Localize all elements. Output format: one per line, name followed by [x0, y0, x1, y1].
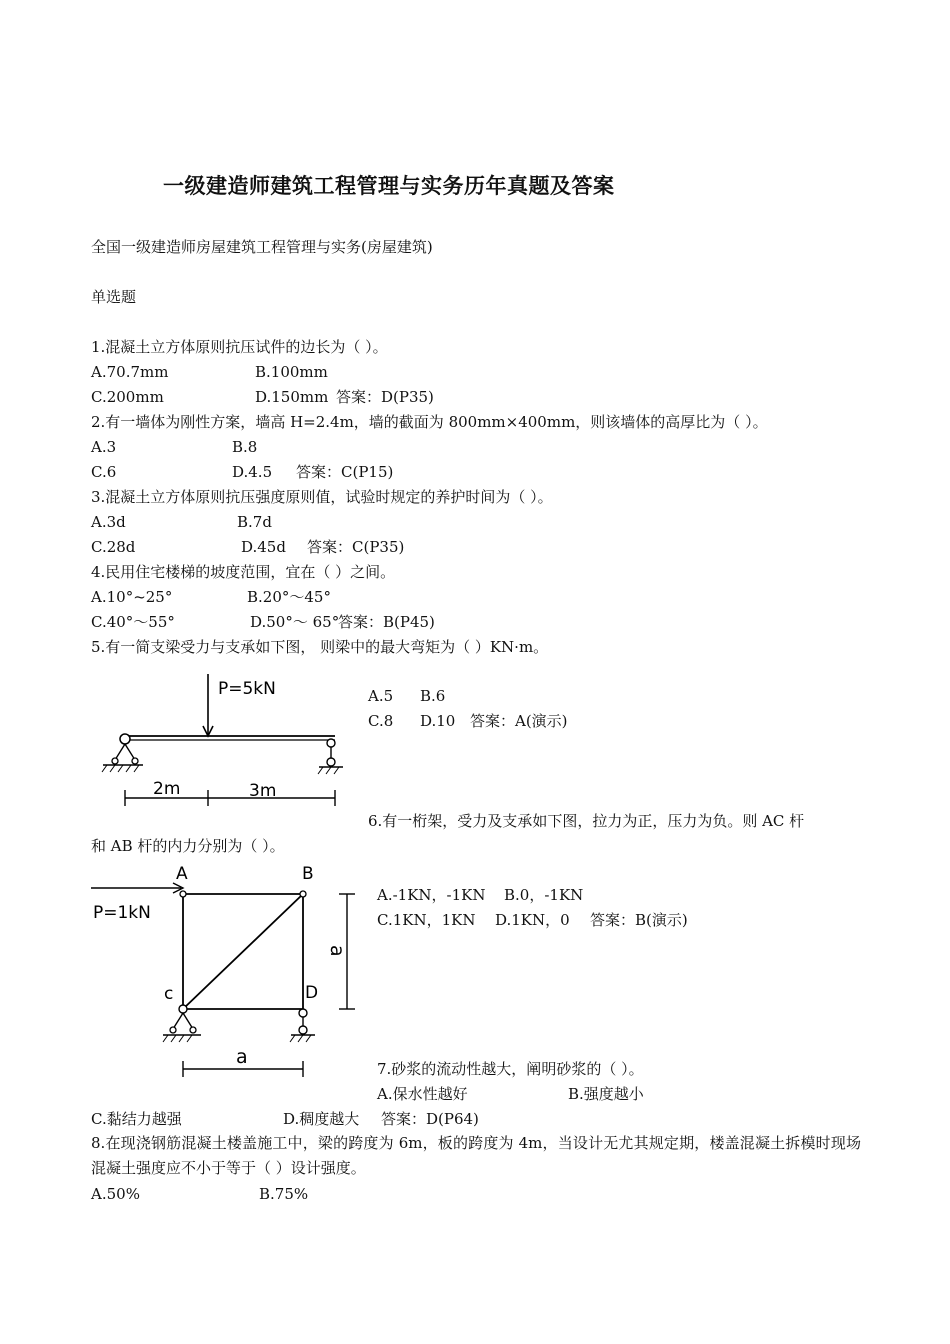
question-5-stem: 5.有一简支梁受力与支承如下图， 则梁中的最大弯矩为（ ）KN·m。	[91, 638, 549, 656]
q5-option-d: D.10	[420, 712, 456, 730]
truss-load-label: P=1kN	[93, 903, 151, 923]
q4-option-a: A.10°~25°	[91, 588, 173, 606]
q5-answer: 答案：A(演示)	[470, 712, 568, 730]
question-8-stem: 8.在现浇钢筋混凝土楼盖施工中，梁的跨度为 6m，板的跨度为 4m，当设计无尤其规定期，楼盖混凝土拆模时现场混凝土强度应不小于等于（ ）设计强度。	[91, 1134, 861, 1177]
right-roller-support	[318, 739, 343, 774]
q6-option-a: A.-1KN，-1KN	[377, 886, 486, 904]
q6-answer: 答案：B(演示)	[590, 911, 688, 929]
q7-option-d: D.稠度越大	[283, 1110, 360, 1128]
question-4-stem: 4.民用住宅楼梯的坡度范围，宜在（ ）之间。	[91, 563, 396, 581]
beam-figure	[91, 666, 351, 816]
question-2-stem: 2.有一墙体为刚性方案，墙高 H=2.4m，墙的截面为 800mm×400mm，则该墙体的高厚比为（ ）。	[91, 413, 768, 431]
q3-option-a: A.3d	[91, 513, 126, 531]
q7-option-b: B.强度越小	[568, 1085, 644, 1103]
truss-node-d: D	[305, 983, 319, 1003]
question-7-stem: 7.砂浆的流动性越大，阐明砂浆的（ ）。	[377, 1060, 644, 1078]
q4-option-c: C.40°～55°	[91, 613, 175, 631]
q4-answer: 答案：B(P45)	[338, 613, 435, 631]
q4-option-d: D.50°～ 65°	[250, 613, 340, 631]
q2-answer: 答案：C(P15)	[296, 463, 394, 481]
q2-option-a: A.3	[91, 438, 117, 456]
truss-dim-horizontal: a	[236, 1046, 248, 1068]
q4-option-b: B.20°～45°	[247, 588, 331, 606]
q2-option-d: D.4.5	[232, 463, 273, 481]
truss-figure	[91, 857, 363, 1087]
q1-option-d: D.150mm	[255, 388, 329, 406]
question-3-stem: 3.混凝土立方体原则抗压强度原则值，试验时规定的养护时间为（ ）。	[91, 488, 553, 506]
q1-option-c: C.200mm	[91, 388, 164, 406]
truss-roller-support	[290, 1009, 315, 1042]
q5-option-a: A.5	[368, 687, 394, 705]
q8-option-b: B.75%	[259, 1185, 309, 1203]
q8-option-a: A.50%	[91, 1185, 140, 1203]
truss-pin-support	[163, 1005, 201, 1042]
q2-option-c: C.6	[91, 463, 117, 481]
truss-node-c: c	[164, 984, 174, 1004]
q3-option-b: B.7d	[237, 513, 272, 531]
q6-option-b: B.0，-1KN	[504, 886, 584, 904]
document-subtitle: 全国一级建造师房屋建筑工程管理与实务(房屋建筑)	[91, 238, 433, 256]
q3-answer: 答案：C(P35)	[307, 538, 405, 556]
question-1-stem: 1.混凝土立方体原则抗压试件的边长为（ ）。	[91, 338, 388, 356]
q1-option-b: B.100mm	[255, 363, 328, 381]
section-heading: 单选题	[91, 288, 137, 306]
q6-option-d: D.1KN，0	[495, 911, 570, 929]
truss-dim-vertical: a	[326, 945, 348, 957]
q3-option-d: D.45d	[241, 538, 286, 556]
question-6-stem-part1: 6.有一桁架，受力及支承如下图，拉力为正，压力为负。则 AC 杆	[368, 812, 805, 830]
q3-option-c: C.28d	[91, 538, 136, 556]
beam-span-left: 2m	[153, 779, 181, 799]
beam-span-right: 3m	[249, 781, 277, 801]
q5-option-c: C.8	[368, 712, 394, 730]
q1-option-a: A.70.7mm	[91, 363, 169, 381]
document-title: 一级建造师建筑工程管理与实务历年真题及答案	[163, 174, 615, 198]
q7-answer: 答案：D(P64)	[381, 1110, 479, 1128]
truss-node-b: B	[302, 864, 314, 884]
q1-answer: 答案：D(P35)	[336, 388, 434, 406]
q7-option-a: A.保水性越好	[377, 1085, 468, 1103]
beam-load-label: P=5kN	[218, 679, 276, 699]
q5-option-b: B.6	[420, 687, 446, 705]
question-6-stem-part2: 和 AB 杆的内力分别为（ ）。	[91, 837, 285, 855]
truss-node-a: A	[176, 864, 188, 884]
q2-option-b: B.8	[232, 438, 258, 456]
q7-option-c: C.黏结力越强	[91, 1110, 182, 1128]
q6-option-c: C.1KN，1KN	[377, 911, 476, 929]
